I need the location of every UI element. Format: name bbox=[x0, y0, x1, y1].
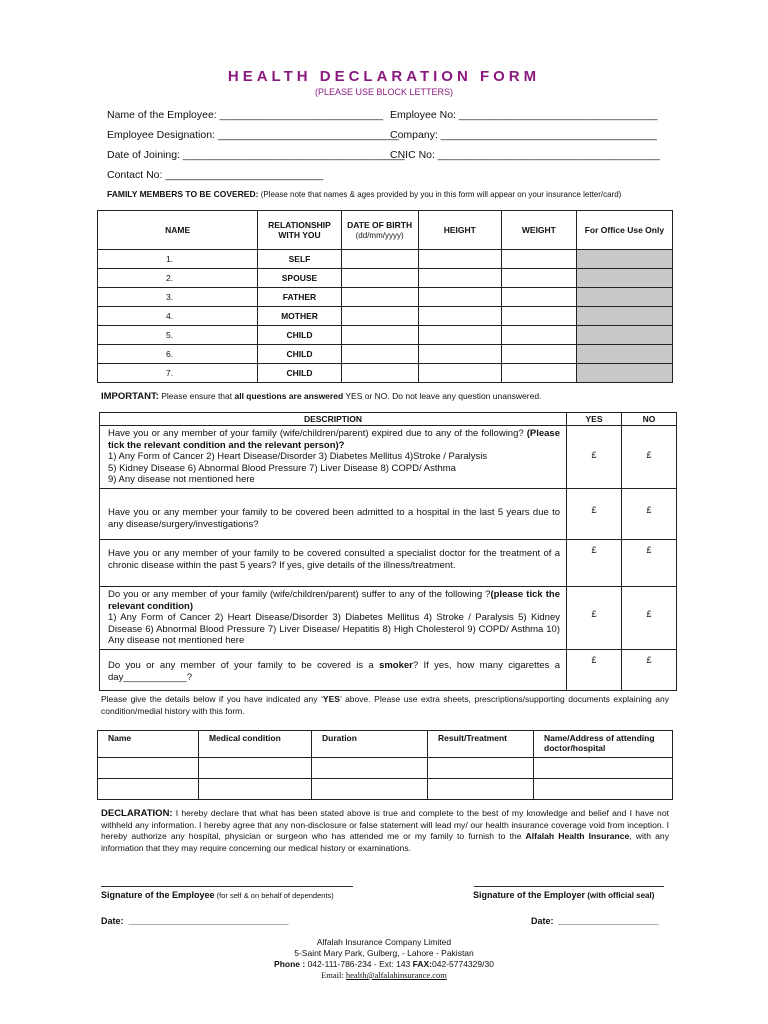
q4-yes-checkbox[interactable]: £ bbox=[567, 587, 622, 650]
footer-phone-label: Phone : bbox=[274, 959, 306, 969]
table-row bbox=[98, 288, 673, 307]
table-row bbox=[98, 364, 673, 383]
q1-no-checkbox[interactable]: £ bbox=[622, 426, 677, 489]
family-section-label bbox=[107, 189, 621, 199]
row-relationship: CHILD bbox=[258, 364, 341, 383]
employee-signature-note: (for self & on behalf of dependents) bbox=[214, 891, 334, 900]
medical-details-table bbox=[97, 730, 673, 800]
dob-cell[interactable] bbox=[341, 250, 418, 269]
height-cell[interactable] bbox=[418, 326, 501, 345]
q5-text-b: ? If yes, how many cigarettes a day____________? bbox=[108, 660, 560, 683]
health-questions-table bbox=[99, 412, 677, 691]
family-section-title: FAMILY MEMBERS TO BE COVERED: bbox=[107, 189, 259, 199]
footer-fax: 042-5774329/30 bbox=[432, 959, 494, 969]
office-use-cell bbox=[576, 345, 672, 364]
weight-cell[interactable] bbox=[501, 345, 576, 364]
employee-signature-title: Signature of the Employee bbox=[101, 890, 215, 900]
q4-instruction: (please tick the relevant condition) bbox=[108, 589, 560, 612]
col-no: NO bbox=[622, 413, 677, 426]
employer-signature-line[interactable] bbox=[474, 886, 664, 887]
detail-cell[interactable] bbox=[98, 758, 199, 779]
row-number: 7. bbox=[98, 364, 258, 383]
important-text-pre: Please ensure that bbox=[158, 391, 235, 401]
col-relationship: RELATIONSHIP WITH YOU bbox=[258, 211, 341, 250]
important-text-bold: all questions are answered bbox=[234, 391, 344, 401]
row-relationship: SELF bbox=[258, 250, 341, 269]
height-cell[interactable] bbox=[418, 250, 501, 269]
employee-name-field[interactable]: Name of the Employee: ____________________________ bbox=[107, 109, 384, 121]
height-cell[interactable] bbox=[418, 345, 501, 364]
dob-cell[interactable] bbox=[341, 345, 418, 364]
details-text-bold: YES bbox=[322, 694, 340, 704]
declaration-body-a: I hereby declare that what has been stated above is true and complete to the best of my knowledge and belief and I have not withheld any information. I hereby agree that any non-disclosure or false statement will lead my/ our health insurance coverage void from inception. I hereby authorize any hospital, physician or surgeon who has attended me or my family to furnish to the bbox=[101, 808, 669, 842]
question-row bbox=[100, 587, 677, 650]
table-row bbox=[98, 269, 673, 288]
declaration-text bbox=[101, 808, 669, 854]
q1-conditions-b: 5) Kidney Disease 6) Abnormal Blood Pressure 7) Liver Disease 8) COPD/ Asthma bbox=[108, 462, 456, 474]
table-row bbox=[98, 307, 673, 326]
office-use-cell bbox=[576, 364, 672, 383]
employer-signature-label bbox=[473, 890, 654, 900]
table-row bbox=[98, 758, 673, 779]
family-section-note: (Please note that names & ages provided by you in this form will appear on your insurance letter/card) bbox=[260, 190, 622, 199]
designation-field[interactable]: Employee Designation: _______________________________ bbox=[107, 129, 399, 141]
q5-smoker: smoker bbox=[379, 660, 413, 671]
row-relationship: FATHER bbox=[258, 288, 341, 307]
q4-text: Do you or any member of your family (wife/children/parent) suffer to any of the following ? bbox=[108, 589, 491, 600]
employee-signature-label bbox=[101, 890, 334, 900]
important-notice bbox=[101, 391, 541, 402]
col-weight: WEIGHT bbox=[501, 211, 576, 250]
q3-yes-checkbox[interactable]: £ bbox=[567, 540, 622, 587]
col-dob bbox=[341, 211, 418, 250]
col-description: DESCRIPTION bbox=[100, 413, 567, 426]
important-label: IMPORTANT: bbox=[101, 391, 159, 402]
row-number: 6. bbox=[98, 345, 258, 364]
col-detail-name: Name bbox=[98, 731, 199, 758]
q1-conditions-a: 1) Any Form of Cancer 2) Heart Disease/Disorder 3) Diabetes Mellitus 4)Stroke / Paralysis bbox=[108, 451, 488, 463]
col-medical-condition: Medical condition bbox=[199, 731, 312, 758]
row-relationship: MOTHER bbox=[258, 307, 341, 326]
detail-cell[interactable] bbox=[428, 779, 534, 800]
height-cell[interactable] bbox=[418, 364, 501, 383]
question-2: Have you or any member your family to be covered been admitted to a hospital in the last 5 years due to any disease/surgery/investigations? bbox=[100, 489, 567, 540]
dob-cell[interactable] bbox=[341, 288, 418, 307]
table-row bbox=[98, 779, 673, 800]
q1-conditions-c: 9) Any disease not mentioned here bbox=[108, 474, 255, 486]
detail-cell[interactable] bbox=[98, 779, 199, 800]
table-row bbox=[98, 250, 673, 269]
q2-no-checkbox[interactable]: £ bbox=[622, 489, 677, 540]
footer-contact bbox=[0, 959, 768, 969]
question-row bbox=[100, 426, 677, 489]
dob-cell[interactable] bbox=[341, 307, 418, 326]
row-number: 1. bbox=[98, 250, 258, 269]
office-use-cell bbox=[576, 250, 672, 269]
question-5 bbox=[100, 650, 567, 691]
weight-cell[interactable] bbox=[501, 269, 576, 288]
email-link[interactable]: health@alfalahinsurance.com bbox=[345, 970, 447, 980]
form-title: HEALTH DECLARATION FORM bbox=[227, 68, 541, 85]
question-4 bbox=[100, 587, 567, 650]
question-row bbox=[100, 650, 677, 691]
col-dob-format: (dd/mm/yyyy) bbox=[355, 230, 404, 240]
height-cell[interactable] bbox=[418, 307, 501, 326]
detail-cell[interactable] bbox=[312, 758, 428, 779]
col-doctor-hospital: Name/Address of attending doctor/hospital bbox=[534, 731, 673, 758]
question-row bbox=[100, 489, 677, 540]
detail-cell[interactable] bbox=[199, 758, 312, 779]
height-cell[interactable] bbox=[418, 269, 501, 288]
detail-cell[interactable] bbox=[534, 779, 673, 800]
q1-text: Have you or any member of your family (wife/children/parent) expired due to any of the following? bbox=[108, 428, 527, 439]
col-duration: Duration bbox=[312, 731, 428, 758]
q5-yes-checkbox[interactable]: £ bbox=[567, 650, 622, 691]
footer-email-line bbox=[0, 970, 768, 980]
row-relationship: SPOUSE bbox=[258, 269, 341, 288]
q1-yes-checkbox[interactable]: £ bbox=[567, 426, 622, 489]
footer-phone: 042-111-786-234 - Ext: 143 bbox=[305, 959, 413, 969]
col-yes: YES bbox=[567, 413, 622, 426]
declaration-company: Alfalah Health Insurance bbox=[525, 831, 630, 842]
dob-cell[interactable] bbox=[341, 326, 418, 345]
employer-signature-note: (with official seal) bbox=[585, 891, 655, 900]
weight-cell[interactable] bbox=[501, 288, 576, 307]
q3-no-checkbox[interactable]: £ bbox=[622, 540, 677, 587]
question-3: Have you or any member of your family to be covered consulted a specialist doctor for the treatment of a chronic disease within the past 5 years? If yes, give details of the illness/treatment. bbox=[100, 540, 567, 587]
office-use-cell bbox=[576, 326, 672, 345]
table-row bbox=[98, 345, 673, 364]
table-row bbox=[98, 326, 673, 345]
company-field[interactable]: Company: _____________________________________ bbox=[390, 129, 657, 141]
details-instruction bbox=[101, 694, 669, 717]
detail-cell[interactable] bbox=[428, 758, 534, 779]
col-office-use: For Office Use Only bbox=[576, 211, 672, 250]
family-members-table bbox=[97, 210, 673, 383]
office-use-cell bbox=[576, 307, 672, 326]
footer-address: 5-Saint Mary Park, Gulberg, - Lahore - Pakistan bbox=[294, 948, 474, 958]
row-number: 2. bbox=[98, 269, 258, 288]
height-cell[interactable] bbox=[418, 288, 501, 307]
office-use-cell bbox=[576, 288, 672, 307]
weight-cell[interactable] bbox=[501, 364, 576, 383]
row-number: 4. bbox=[98, 307, 258, 326]
dob-cell[interactable] bbox=[341, 269, 418, 288]
form-subtitle: (PLEASE USE BLOCK LETTERS) bbox=[314, 87, 454, 97]
employee-no-field[interactable]: Employee No: __________________________________ bbox=[390, 109, 658, 121]
details-text-pre: Please give the details below if you have indicated any ‘ bbox=[101, 694, 323, 704]
col-result-treatment: Result/Treatment bbox=[428, 731, 534, 758]
declaration-label: DECLARATION: bbox=[101, 808, 173, 819]
dob-cell[interactable] bbox=[341, 364, 418, 383]
weight-cell[interactable] bbox=[501, 307, 576, 326]
weight-cell[interactable] bbox=[501, 326, 576, 345]
q5-text-a: Do you or any member of your family to be covered is a bbox=[108, 660, 380, 671]
q2-yes-checkbox[interactable]: £ bbox=[567, 489, 622, 540]
employer-signature-title: Signature of the Employer bbox=[473, 890, 586, 900]
q1-instruction: (Please tick the relevant condition and the relevant person)? bbox=[108, 428, 560, 451]
footer-fax-label: FAX: bbox=[412, 959, 433, 969]
office-use-cell bbox=[576, 269, 672, 288]
col-dob-label: DATE OF BIRTH bbox=[347, 219, 413, 230]
q5-no-checkbox[interactable]: £ bbox=[622, 650, 677, 691]
declaration-body-b: , with any information that they may require concerning our medical history or examinations. bbox=[101, 831, 670, 853]
cnic-field[interactable]: CNIC No: ______________________________________ bbox=[390, 149, 660, 161]
row-relationship: CHILD bbox=[258, 326, 341, 345]
row-number: 3. bbox=[98, 288, 258, 307]
employer-date-field[interactable]: Date: ____________________ bbox=[531, 916, 659, 926]
employee-signature-line[interactable] bbox=[101, 886, 353, 887]
col-height: HEIGHT bbox=[418, 211, 501, 250]
weight-cell[interactable] bbox=[501, 250, 576, 269]
question-1 bbox=[100, 426, 567, 489]
row-number: 5. bbox=[98, 326, 258, 345]
employee-date-field[interactable]: Date: ________________________________ bbox=[101, 916, 289, 926]
important-text-post: YES or NO. Do not leave any question unanswered. bbox=[343, 391, 542, 401]
detail-cell[interactable] bbox=[534, 758, 673, 779]
detail-cell[interactable] bbox=[199, 779, 312, 800]
detail-cell[interactable] bbox=[312, 779, 428, 800]
contact-no-field[interactable]: Contact No: ___________________________ bbox=[107, 169, 324, 181]
row-relationship: CHILD bbox=[258, 345, 341, 364]
col-name: NAME bbox=[98, 211, 258, 250]
footer-company: Alfalah Insurance Company Limited bbox=[316, 937, 452, 947]
q4-no-checkbox[interactable]: £ bbox=[622, 587, 677, 650]
details-text-post: ’ above. Please use extra sheets, prescriptions/supporting documents explaining any condition/medial history with this form. bbox=[101, 694, 669, 716]
date-of-joining-field[interactable]: Date of Joining: ______________________________________ bbox=[107, 149, 405, 161]
question-row bbox=[100, 540, 677, 587]
footer-email-label: Email: bbox=[321, 970, 346, 980]
q4-conditions: 1) Any Form of Cancer 2) Heart Disease/Disorder 3) Diabetes Mellitus 4) Stroke / Paralysis 5) Kidney Disease 6) Abnormal Blood Pressure 7) Liver Disease/ Hepatitis 8) High Cholesterol 9) COPD/ Asthma 10) Any disease not mentioned here bbox=[108, 612, 560, 647]
